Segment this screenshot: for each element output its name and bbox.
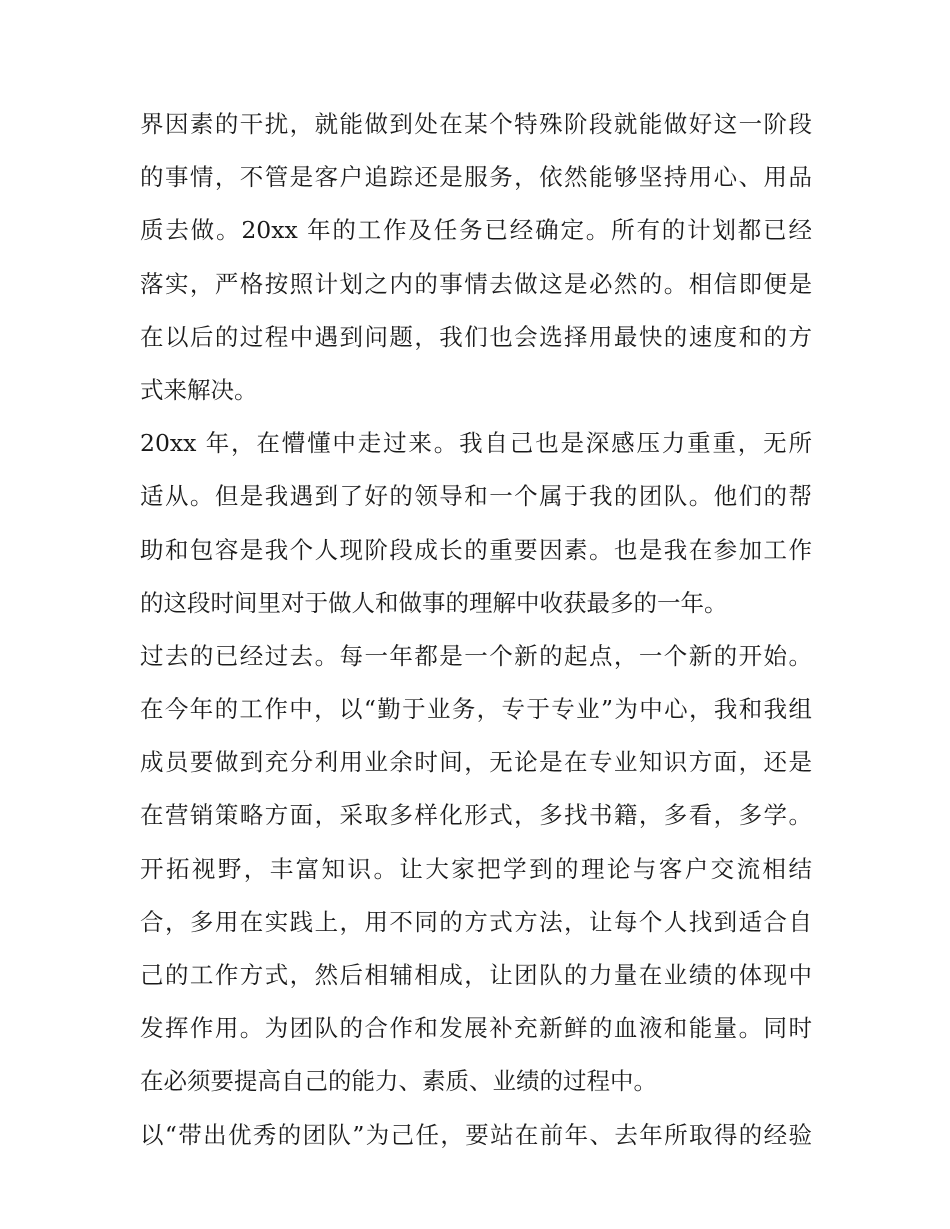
text-line-1: 界因素的干扰，就能做到处在某个特殊阶段就能做好这一阶段 <box>140 110 812 138</box>
text-line-14: 在营销策略方面，采取多样化形式，多找书籍，多看，多学。 <box>140 801 812 830</box>
text-line-20: 以“带出优秀的团队”为己任，要站在前年、去年所取得的经验 <box>140 1120 812 1149</box>
text-line-13: 成员要做到充分利用业余时间，无论是在专业知识方面，还是 <box>140 748 812 777</box>
text-line-10: 的这段时间里对于做人和做事的理解中收获最多的一年。 <box>140 588 728 617</box>
text-line-8: 适从。但是我遇到了好的领导和一个属于我的团队。他们的帮 <box>140 482 812 511</box>
text-line-11: 过去的已经过去。每一年都是一个新的起点，一个新的开始。 <box>140 641 812 670</box>
text-line-5: 在以后的过程中遇到问题，我们也会选择用最快的速度和的方 <box>140 322 812 351</box>
text-line-18: 发挥作用。为团队的合作和发展补充新鲜的血液和能量。同时 <box>140 1014 812 1043</box>
text-line-4: 落实，严格按照计划之内的事情去做这是必然的。相信即便是 <box>140 269 812 298</box>
text-line-15: 开拓视野，丰富知识。让大家把学到的理论与客户交流相结 <box>140 854 812 883</box>
text-line-7: 20xx 年，在懵懂中走过来。我自己也是深感压力重重，无所 <box>140 429 812 458</box>
text-line-6: 式来解决。 <box>140 375 258 404</box>
document-body <box>140 98 812 1162</box>
text-line-12: 在今年的工作中，以“勤于业务，专于专业”为中心，我和我组 <box>140 695 812 724</box>
text-line-2: 的事情，不管是客户追踪还是服务，依然能够坚持用心、用品 <box>140 163 812 192</box>
text-line-19: 在必须要提高自己的能力、素质、业绩的过程中。 <box>140 1067 657 1096</box>
text-line-9: 助和包容是我个人现阶段成长的重要因素。也是我在参加工作 <box>140 535 812 564</box>
text-line-16: 合，多用在实践上，用不同的方式方法，让每个人找到适合自 <box>140 907 812 936</box>
text-line-3: 质去做。20xx 年的工作及任务已经确定。所有的计划都已经 <box>140 216 812 245</box>
text-line-17: 己的工作方式，然后相辅相成，让团队的力量在业绩的体现中 <box>140 961 812 989</box>
